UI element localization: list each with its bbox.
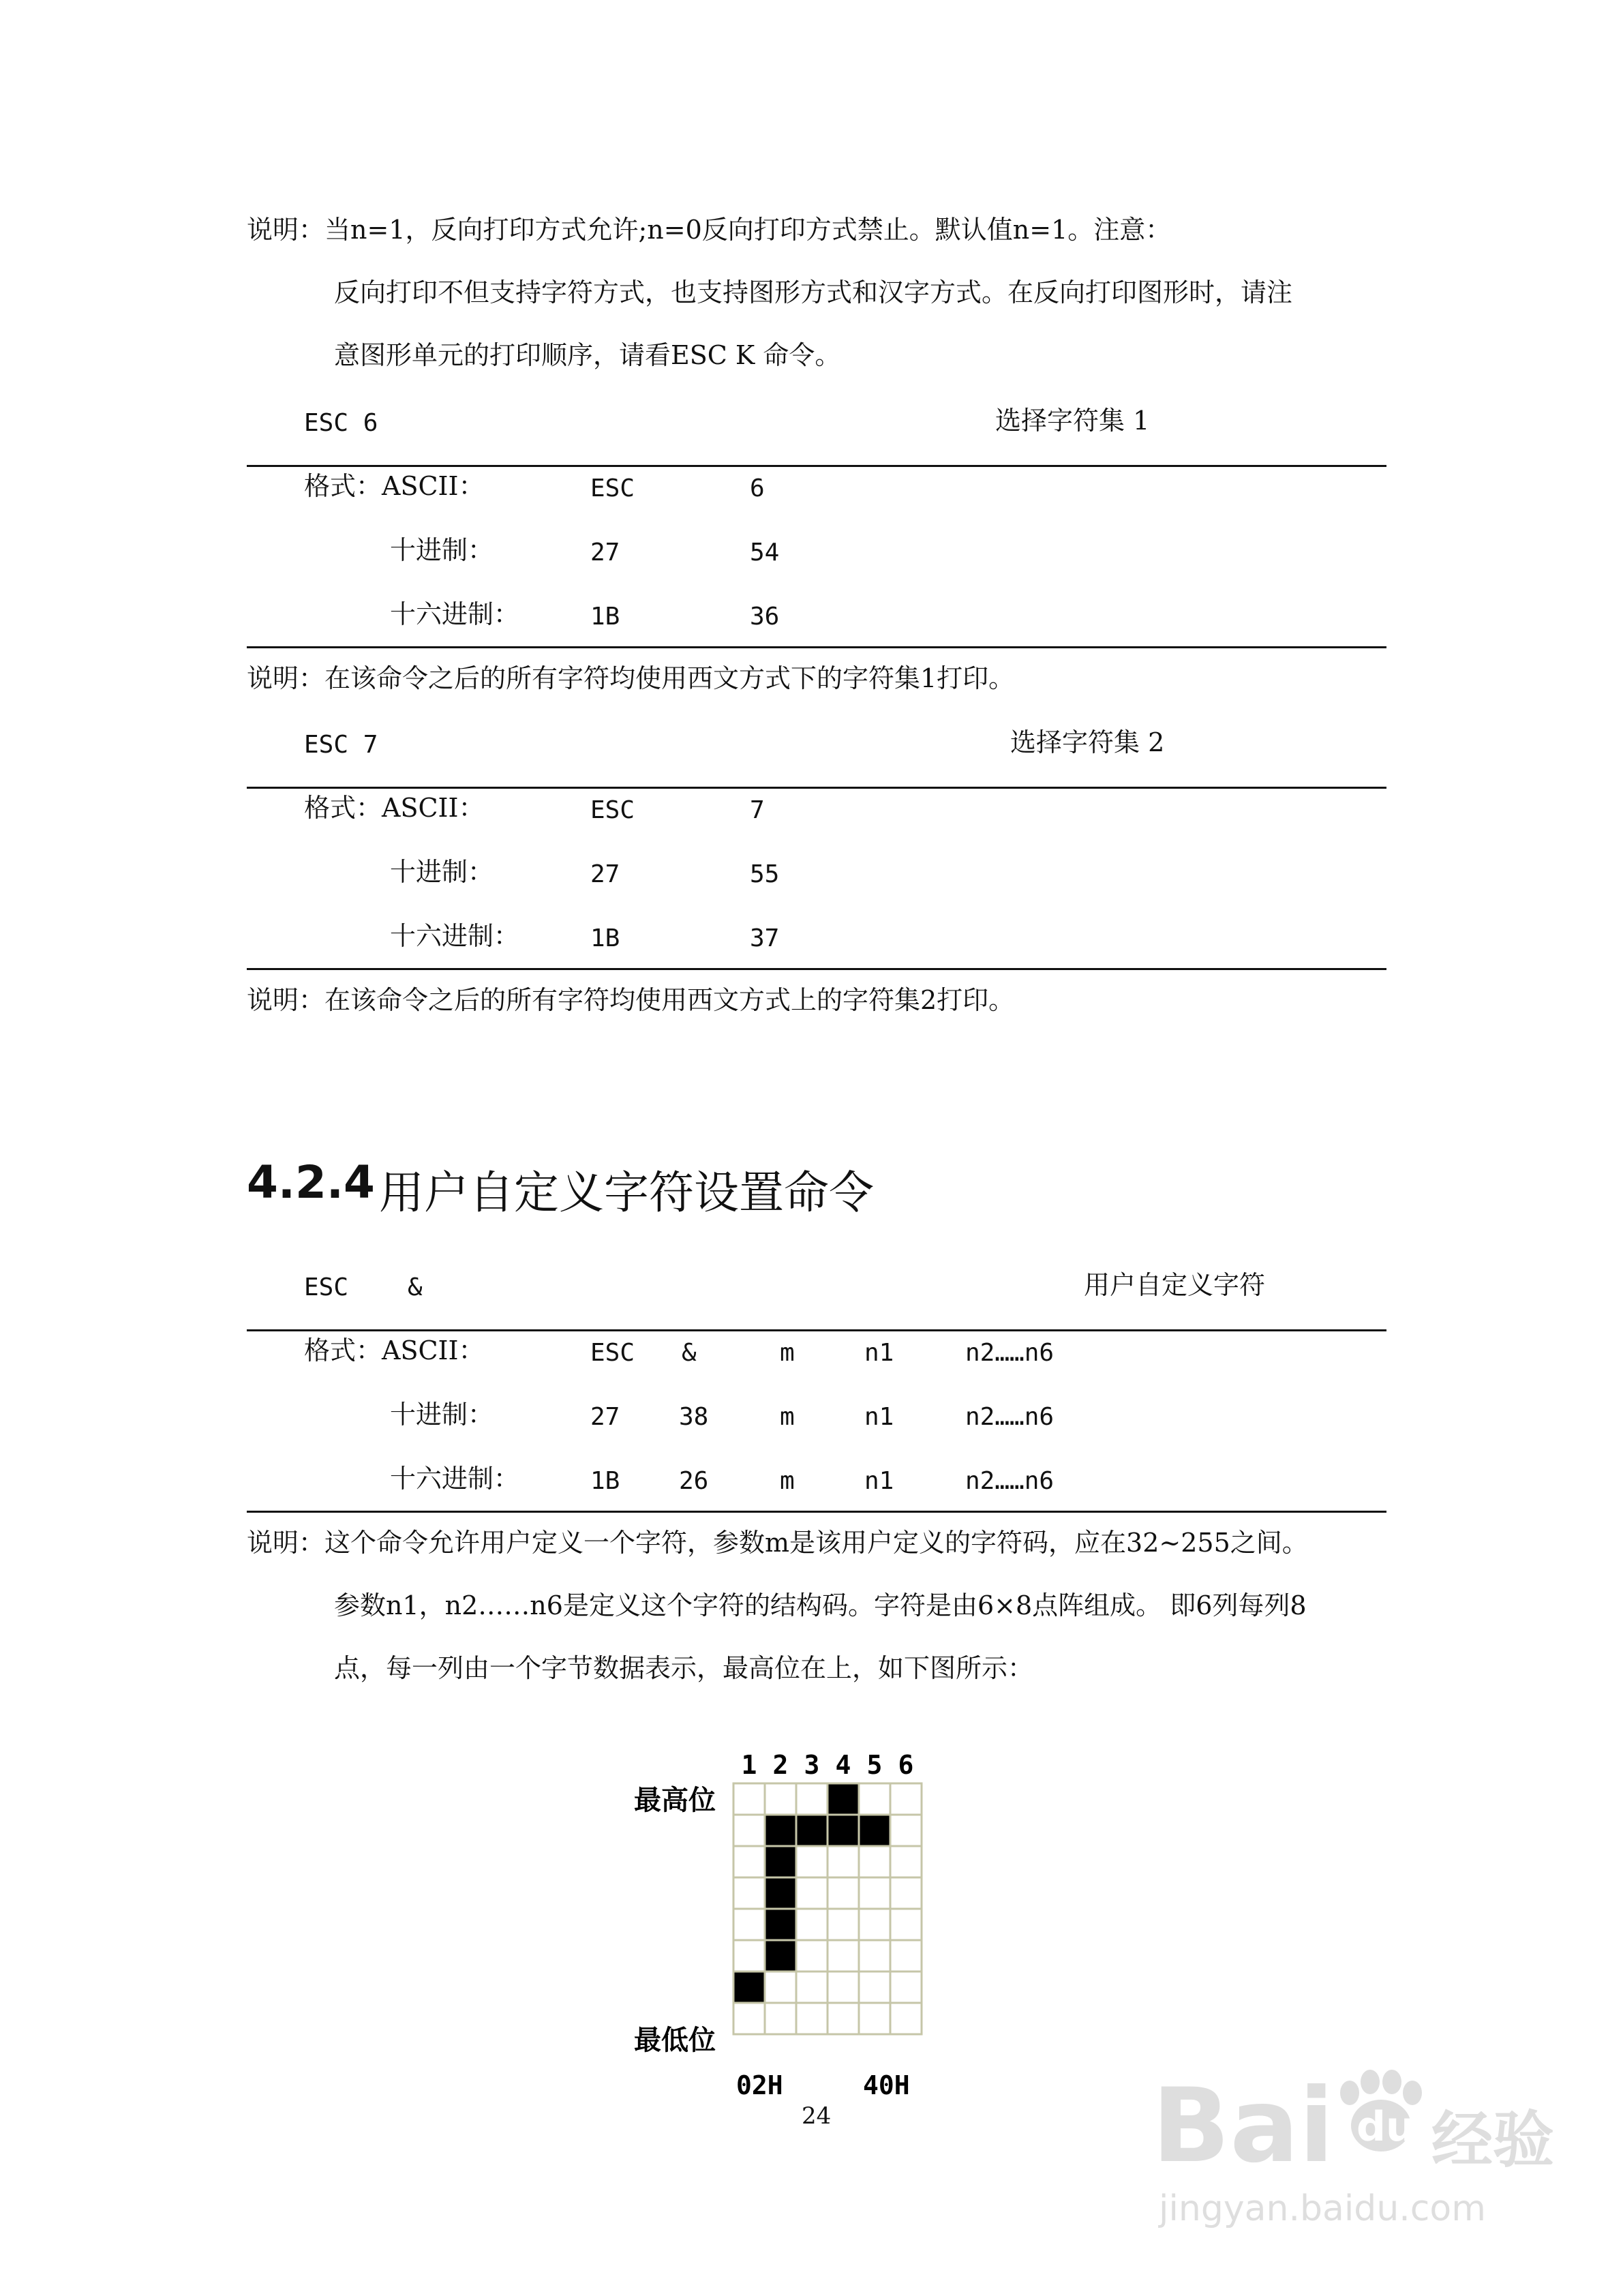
dot-cell-empty: [859, 1972, 890, 2003]
cmd2-row3-label: 十六进制：: [390, 921, 520, 951]
dot-cell-empty: [859, 1877, 890, 1909]
dot-cell-filled: [765, 1846, 796, 1877]
cmd2-row1-c1: ESC: [590, 796, 635, 824]
cmd3-code: ESC: [304, 1273, 349, 1301]
cmd2-row2-label: 十进制：: [390, 857, 494, 887]
dot-cell-empty: [828, 2003, 859, 2034]
dot-cell-empty: [733, 1815, 765, 1846]
dot-cell-filled: [828, 1815, 859, 1846]
dot-cell-empty: [796, 1783, 828, 1815]
cmd1-row3-label: 十六进制：: [390, 599, 520, 629]
byte-label-40h: 40H: [863, 2070, 910, 2100]
dot-cell-empty: [796, 1940, 828, 1972]
column-label: 4: [835, 1750, 851, 1780]
cmd1-row2-c1: 27: [590, 539, 620, 567]
dot-matrix-figure: [634, 1740, 954, 2101]
dot-cell-empty: [890, 1940, 922, 1972]
dot-cell-filled: [765, 1940, 796, 1972]
cmd1-row3-c2: 36: [750, 603, 780, 631]
cmd3-note-3: 点，每一列由一个字节数据表示，最高位在上，如下图所示：: [334, 1653, 1034, 1683]
cmd3-row3-label: 十六进制：: [390, 1464, 520, 1494]
cmd3-row2-c3: m: [780, 1403, 795, 1431]
dot-cell-filled: [796, 1815, 828, 1846]
cmd3-row1-c2: &: [682, 1339, 697, 1367]
cmd2-top-rule: [247, 787, 1386, 789]
dot-cell-empty: [890, 1877, 922, 1909]
cmd1-title: 选择字符集 1: [995, 406, 1150, 436]
dot-cell-empty: [890, 1815, 922, 1846]
cmd2-row3-c1: 1B: [590, 924, 620, 952]
cmd3-code-amp: &: [408, 1273, 423, 1301]
dot-cell-empty: [765, 1972, 796, 2003]
dot-cell-empty: [890, 2003, 922, 2034]
intro-line-3: 意图形单元的打印顺序，请看ESC K 命令。: [334, 340, 841, 370]
dot-cell-filled: [765, 1877, 796, 1909]
baidu-paw-logo: [1152, 2059, 1561, 2175]
column-label: 1: [741, 1750, 757, 1780]
column-label: 5: [866, 1750, 883, 1780]
cmd3-row3-c5: n2……n6: [965, 1467, 1055, 1495]
cmd3-row1-label: 格式：ASCII：: [304, 1335, 485, 1365]
cmd1-row1-label: 格式：ASCII：: [304, 471, 485, 501]
cmd3-row2-c5: n2……n6: [965, 1403, 1055, 1431]
cmd1-code: ESC 6: [304, 409, 378, 437]
column-label: 2: [772, 1750, 789, 1780]
dot-cell-empty: [859, 1783, 890, 1815]
cmd1-row3-c1: 1B: [590, 603, 620, 631]
section-number: 4.2.4: [247, 1156, 375, 1209]
section-title: 用户自定义字符设置命令: [379, 1166, 874, 1219]
dot-cell-empty: [796, 1846, 828, 1877]
cmd2-row1-label: 格式：ASCII：: [304, 793, 485, 823]
dot-cell-empty: [796, 1877, 828, 1909]
intro-line-2: 反向打印不但支持字符方式，也支持图形方式和汉字方式。在反向打印图形时，请注: [334, 277, 1293, 307]
cmd3-row3-c3: m: [780, 1467, 795, 1495]
cmd3-note-1: 说明：这个命令允许用户定义一个字符，参数m是该用户定义的字符码，应在32~255之间。: [247, 1528, 1308, 1558]
dot-cell-empty: [733, 1909, 765, 1940]
dot-cell-empty: [828, 1972, 859, 2003]
dot-cell-empty: [828, 1877, 859, 1909]
cmd3-row3-c1: 1B: [590, 1467, 620, 1495]
cmd3-top-rule: [247, 1329, 1386, 1331]
cmd3-row2-c2: 38: [679, 1403, 709, 1431]
byte-label-02h: 02H: [736, 2070, 783, 2100]
dot-cell-filled: [859, 1815, 890, 1846]
cmd2-row1-c2: 7: [750, 796, 765, 824]
intro-line-1: 说明：当n=1，反向打印方式允许;n=0反向打印方式禁止。默认值n=1。注意：: [247, 215, 1172, 245]
cmd1-row2-label: 十进制：: [390, 535, 494, 565]
dot-cell-empty: [828, 1940, 859, 1972]
cmd2-note: 说明：在该命令之后的所有字符均使用西文方式上的字符集2打印。: [247, 985, 1015, 1015]
dot-cell-empty: [828, 1909, 859, 1940]
cmd3-note-2: 参数n1，n2……n6是定义这个字符的结构码。字符是由6×8点阵组成。 即6列每列8: [334, 1590, 1307, 1620]
cmd3-title: 用户自定义字符: [1084, 1270, 1266, 1300]
bottom-bit-label: 最低位: [634, 2025, 716, 2056]
cmd2-row3-c2: 37: [750, 924, 780, 952]
dot-grid: [733, 1783, 922, 2034]
cmd2-bottom-rule: [247, 968, 1386, 970]
cmd1-top-rule: [247, 465, 1386, 467]
cmd2-row2-c1: 27: [590, 860, 620, 888]
page-number: 24: [802, 2102, 832, 2130]
top-bit-label: 最高位: [634, 1785, 716, 1816]
dot-cell-empty: [733, 1940, 765, 1972]
cmd3-row3-c4: n1: [864, 1467, 894, 1495]
dot-cell-filled: [828, 1783, 859, 1815]
watermark-url: jingyan.baidu.com: [1159, 2188, 1486, 2229]
column-label: 3: [804, 1750, 820, 1780]
dot-cell-empty: [796, 1972, 828, 2003]
dot-cell-filled: [733, 1972, 765, 2003]
dot-cell-empty: [859, 2003, 890, 2034]
cmd3-row2-c4: n1: [864, 1403, 894, 1431]
dot-cell-empty: [890, 1972, 922, 2003]
baidu-jingyan-watermark: [1152, 2059, 1561, 2236]
cmd1-bottom-rule: [247, 646, 1386, 648]
cmd2-title: 选择字符集 2: [1010, 727, 1165, 757]
watermark-brand: Bai: [1152, 2067, 1334, 2175]
cmd1-row1-c1: ESC: [590, 474, 635, 502]
dot-cell-empty: [859, 1846, 890, 1877]
cmd3-row1-c4: n1: [864, 1339, 894, 1367]
dot-cell-empty: [733, 1877, 765, 1909]
cmd2-code: ESC 7: [304, 731, 378, 759]
cmd1-row1-c2: 6: [750, 474, 765, 502]
dot-cell-empty: [890, 1783, 922, 1815]
cmd3-bottom-rule: [247, 1511, 1386, 1513]
dot-cell-empty: [890, 1909, 922, 1940]
dot-cell-filled: [765, 1815, 796, 1846]
cmd3-row1-c3: m: [780, 1339, 795, 1367]
dot-cell-empty: [890, 1846, 922, 1877]
dot-cell-empty: [765, 2003, 796, 2034]
cmd1-row2-c2: 54: [750, 539, 780, 567]
cmd3-row1-c1: ESC: [590, 1339, 635, 1367]
dot-cell-empty: [828, 1846, 859, 1877]
dot-cell-filled: [765, 1909, 796, 1940]
dot-cell-empty: [733, 2003, 765, 2034]
column-label: 6: [898, 1750, 914, 1780]
dot-cell-empty: [733, 1846, 765, 1877]
cmd3-row3-c2: 26: [679, 1467, 709, 1495]
column-labels: [742, 1750, 914, 1780]
cmd3-row2-c1: 27: [590, 1403, 620, 1431]
dot-cell-empty: [859, 1940, 890, 1972]
dot-cell-empty: [765, 1783, 796, 1815]
dot-cell-empty: [796, 1909, 828, 1940]
cmd2-row2-c2: 55: [750, 860, 780, 888]
cmd1-note: 说明：在该命令之后的所有字符均使用西文方式下的字符集1打印。: [247, 663, 1015, 693]
cmd3-row1-c5: n2……n6: [965, 1339, 1055, 1367]
watermark-brand-2: du: [1356, 2103, 1415, 2151]
cmd3-row2-label: 十进制：: [390, 1400, 494, 1430]
dot-cell-empty: [859, 1909, 890, 1940]
dot-cell-empty: [796, 2003, 828, 2034]
watermark-product: 经验: [1431, 2104, 1554, 2175]
dot-cell-empty: [733, 1783, 765, 1815]
